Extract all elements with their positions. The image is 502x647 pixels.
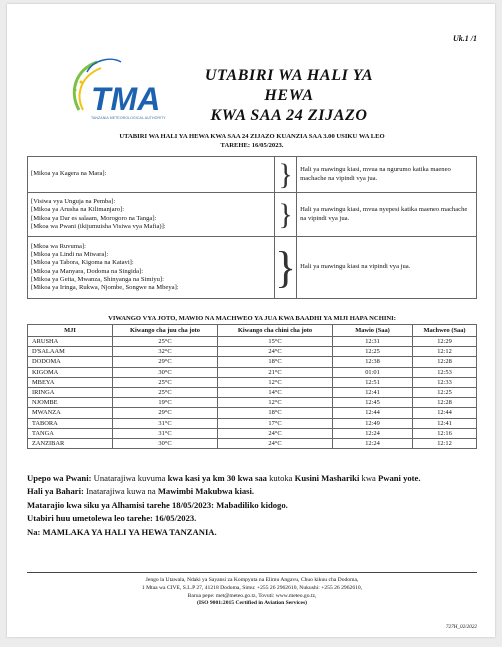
cell-sunrise: 12:44 xyxy=(333,408,413,418)
cell-max-temp: 31°C xyxy=(113,418,218,428)
page-title xyxy=(179,66,399,126)
region-name: [Mikoa ya Tabora, Kigoma na Katavi]: xyxy=(31,259,134,267)
header-sunrise: Mawio (Saa) xyxy=(333,325,413,337)
cell-max-temp: 31°C xyxy=(113,428,218,438)
cell-min-temp: 24°C xyxy=(218,438,333,448)
cell-max-temp: 32°C xyxy=(113,347,218,357)
subtitle-line-1: UTABIRI WA HALI YA HEWA KWA SAA 24 ZIJAZO KUANZIA SAA 3.00 USIKU WA LEO xyxy=(119,133,385,140)
cell-min-temp: 24°C xyxy=(218,347,333,357)
header-sunset: Machweo (Saa) xyxy=(413,325,477,337)
region-forecast-text: Hali ya mawingu kiasi na vipindi vya jua. xyxy=(297,237,477,299)
cell-sunrise: 12:49 xyxy=(333,418,413,428)
cell-max-temp: 30°C xyxy=(113,438,218,448)
cell-city: D'SALAAM xyxy=(28,347,113,357)
note-label: Hali ya Bahari: xyxy=(27,486,84,497)
cell-max-temp: 29°C xyxy=(113,357,218,367)
region-name: [Mikoa ya Iringa, Rukwa, Njombe, Songwe na Mbeya]: xyxy=(31,284,179,292)
region-forecast-table xyxy=(27,156,477,299)
region-row xyxy=(28,157,477,193)
cell-sunset: 12:29 xyxy=(413,337,477,347)
brace-icon: } xyxy=(275,157,297,193)
note-text: kwa xyxy=(361,473,376,483)
cell-city: TANGA xyxy=(28,428,113,438)
cell-sunrise: 12:31 xyxy=(333,337,413,347)
header-city: MJI xyxy=(28,325,113,337)
cell-sunrise: 12:38 xyxy=(333,357,413,367)
logo-subtext: TANZANIA METEOROLOGICAL AUTHORITY xyxy=(91,116,166,120)
outlook-note: Matarajio kwa siku ya Alhamisi tarehe 18/05/2023: Mabadiliko kidogo. xyxy=(27,499,288,510)
authority-signature: Na: MAMLAKA YA HALI YA HEWA TANZANIA. xyxy=(27,526,217,537)
page-number: Uk.1 /1 xyxy=(453,34,477,43)
title-line-1: UTABIRI WA HALI YA HEWA xyxy=(204,67,374,104)
table-row xyxy=(28,418,477,428)
region-list xyxy=(28,237,275,299)
region-name: [Mikoa ya Arusha na Kilimanjaro]: xyxy=(31,206,125,214)
cell-max-temp: 25°C xyxy=(113,337,218,347)
weather-table-title: VIWANGO VYA JOTO, MAWIO NA MACHWEO YA JUA KWA BAADHI YA MIJI HAPA NCHINI: xyxy=(108,315,396,322)
brace-icon: } xyxy=(275,237,297,299)
table-header-row xyxy=(28,325,477,337)
region-name: [Mkoa wa Pwani (ikijumuisha Visiwa vya Mafia)]: xyxy=(31,222,166,230)
region-name: [Mikoa ya Lindi na Mtwara]: xyxy=(31,250,109,258)
cell-max-temp: 19°C xyxy=(113,398,218,408)
footer-address xyxy=(27,577,477,608)
cell-sunrise: 12:24 xyxy=(333,428,413,438)
region-row xyxy=(28,193,477,237)
cell-min-temp: 24°C xyxy=(218,428,333,438)
note-bold: Mawimbi Makubwa kiasi. xyxy=(157,486,255,497)
cell-sunset: 12:12 xyxy=(413,347,477,357)
cell-sunset: 12:16 xyxy=(413,428,477,438)
region-name: [Mikoa ya Dar es salaam, Morogoro na Tanga]: xyxy=(31,214,157,222)
cell-max-temp: 25°C xyxy=(113,377,218,387)
title-line-2: KWA SAA 24 ZIJAZO xyxy=(210,107,368,124)
region-name: [Mkoa wa Ruvuma]: xyxy=(31,242,86,250)
cell-min-temp: 18°C xyxy=(218,357,333,367)
cell-min-temp: 15°C xyxy=(218,337,333,347)
forecast-subtitle xyxy=(27,133,477,150)
region-name: [Mikoa ya Kagera na Mara]: xyxy=(31,170,107,178)
note-text: Unatarajiwa kuvuma xyxy=(93,473,166,483)
note-bold: Pwani yote. xyxy=(378,473,421,483)
cell-min-temp: 14°C xyxy=(218,387,333,397)
cell-sunrise: 01:01 xyxy=(333,367,413,377)
cell-sunset: 12:33 xyxy=(413,377,477,387)
brace-icon: } xyxy=(275,193,297,237)
region-list xyxy=(28,157,275,193)
table-row xyxy=(28,438,477,448)
coastal-wind-note xyxy=(27,472,477,485)
region-forecast-text: Hali ya mawingu kiasi, mvua na ngurumo katika maeneo machache na vipindi vya jua. xyxy=(297,157,477,193)
tma-logo xyxy=(61,52,161,122)
header-max-temp: Kiwango cha juu cha joto xyxy=(113,325,218,337)
forecast-notes xyxy=(27,472,477,539)
footer-divider xyxy=(27,572,477,573)
table-row xyxy=(28,357,477,367)
cell-sunrise: 12:41 xyxy=(333,387,413,397)
cell-city: TABORA xyxy=(28,418,113,428)
cell-sunset: 12:28 xyxy=(413,357,477,367)
cell-city: ZANZIBAR xyxy=(28,438,113,448)
document-page xyxy=(7,4,495,637)
cell-max-temp: 29°C xyxy=(113,408,218,418)
footer-iso-cert: (ISO 9001:2015 Certified in Aviation Services) xyxy=(196,600,308,607)
table-row xyxy=(28,387,477,397)
cell-min-temp: 21°C xyxy=(218,367,333,377)
cell-sunset: 12:44 xyxy=(413,408,477,418)
table-row xyxy=(28,337,477,347)
table-row xyxy=(28,367,477,377)
cell-sunset: 12:12 xyxy=(413,438,477,448)
table-row xyxy=(28,398,477,408)
cell-sunset: 12:53 xyxy=(413,367,477,377)
cell-min-temp: 12°C xyxy=(218,398,333,408)
cell-sunset: 12:41 xyxy=(413,418,477,428)
note-text: kutoka xyxy=(269,473,293,483)
region-name: [Mikoa ya Geita, Mwanza, Shinyanga na Simiyu]: xyxy=(31,275,164,283)
cell-city: MBEYA xyxy=(28,377,113,387)
cell-max-temp: 25°C xyxy=(113,387,218,397)
cell-city: MWANZA xyxy=(28,408,113,418)
note-bold: Kusini Mashariki xyxy=(294,473,360,483)
header-min-temp: Kiwango cha chini cha joto xyxy=(218,325,333,337)
region-row xyxy=(28,237,477,299)
cell-city: ARUSHA xyxy=(28,337,113,347)
note-bold: kwa kasi ya km 30 kwa saa xyxy=(167,473,267,483)
logo-text: TMA xyxy=(91,81,161,117)
cell-city: NJOMBE xyxy=(28,398,113,408)
table-row xyxy=(28,408,477,418)
cell-sunrise: 12:25 xyxy=(333,347,413,357)
cell-sunset: 12:28 xyxy=(413,398,477,408)
cell-sunrise: 12:24 xyxy=(333,438,413,448)
cell-min-temp: 18°C xyxy=(218,408,333,418)
cell-sunrise: 12:45 xyxy=(333,398,413,408)
region-name: [Visiwa vya Unguja na Pemba]: xyxy=(31,197,116,205)
footer-line: 1 Mtaa wa CIVE, S.L.P 27, 41218 Dodoma, Simu: +255 26 2962610, Nukushi: +255 26 2962610, xyxy=(141,584,363,591)
table-row xyxy=(28,428,477,438)
cell-sunrise: 12:51 xyxy=(333,377,413,387)
cell-city: KIGOMA xyxy=(28,367,113,377)
region-forecast-text: Hali ya mawingu kiasi, mvua nyepesi katika maeneo machache na vipindi vya jua. xyxy=(297,193,477,237)
note-label: Upepo wa Pwani: xyxy=(27,473,92,483)
table-row xyxy=(28,377,477,387)
note-text: Inatarajiwa kuwa na xyxy=(85,486,156,497)
weather-table xyxy=(27,324,477,449)
footer-contact-links: Barua pepe: met@meteo.go.tz, Tovuti: www.meteo.go.tz, xyxy=(187,592,317,599)
region-name: [Mikoa ya Manyara, Dodoma na Singida]: xyxy=(31,267,144,275)
cell-city: DODOMA xyxy=(28,357,113,367)
cell-min-temp: 12°C xyxy=(218,377,333,387)
issued-date-note: Utabiri huu umetolewa leo tarehe: 16/05/2023. xyxy=(27,513,197,524)
sea-state-note xyxy=(27,485,477,498)
cell-max-temp: 30°C xyxy=(113,367,218,377)
footer-line: Jengo la Utawala, Ndaki ya Sayansi za Kompyuta na Elimu Angavu, Chuo kikuu cha Dodoma, xyxy=(145,577,359,583)
table-row xyxy=(28,347,477,357)
subtitle-line-2: TAREHE: 16/05/2023. xyxy=(220,141,284,149)
document-code: 727H_02/2022 xyxy=(445,624,477,630)
cell-sunset: 12:25 xyxy=(413,387,477,397)
region-list xyxy=(28,193,275,237)
cell-city: IRINGA xyxy=(28,387,113,397)
cell-min-temp: 17°C xyxy=(218,418,333,428)
